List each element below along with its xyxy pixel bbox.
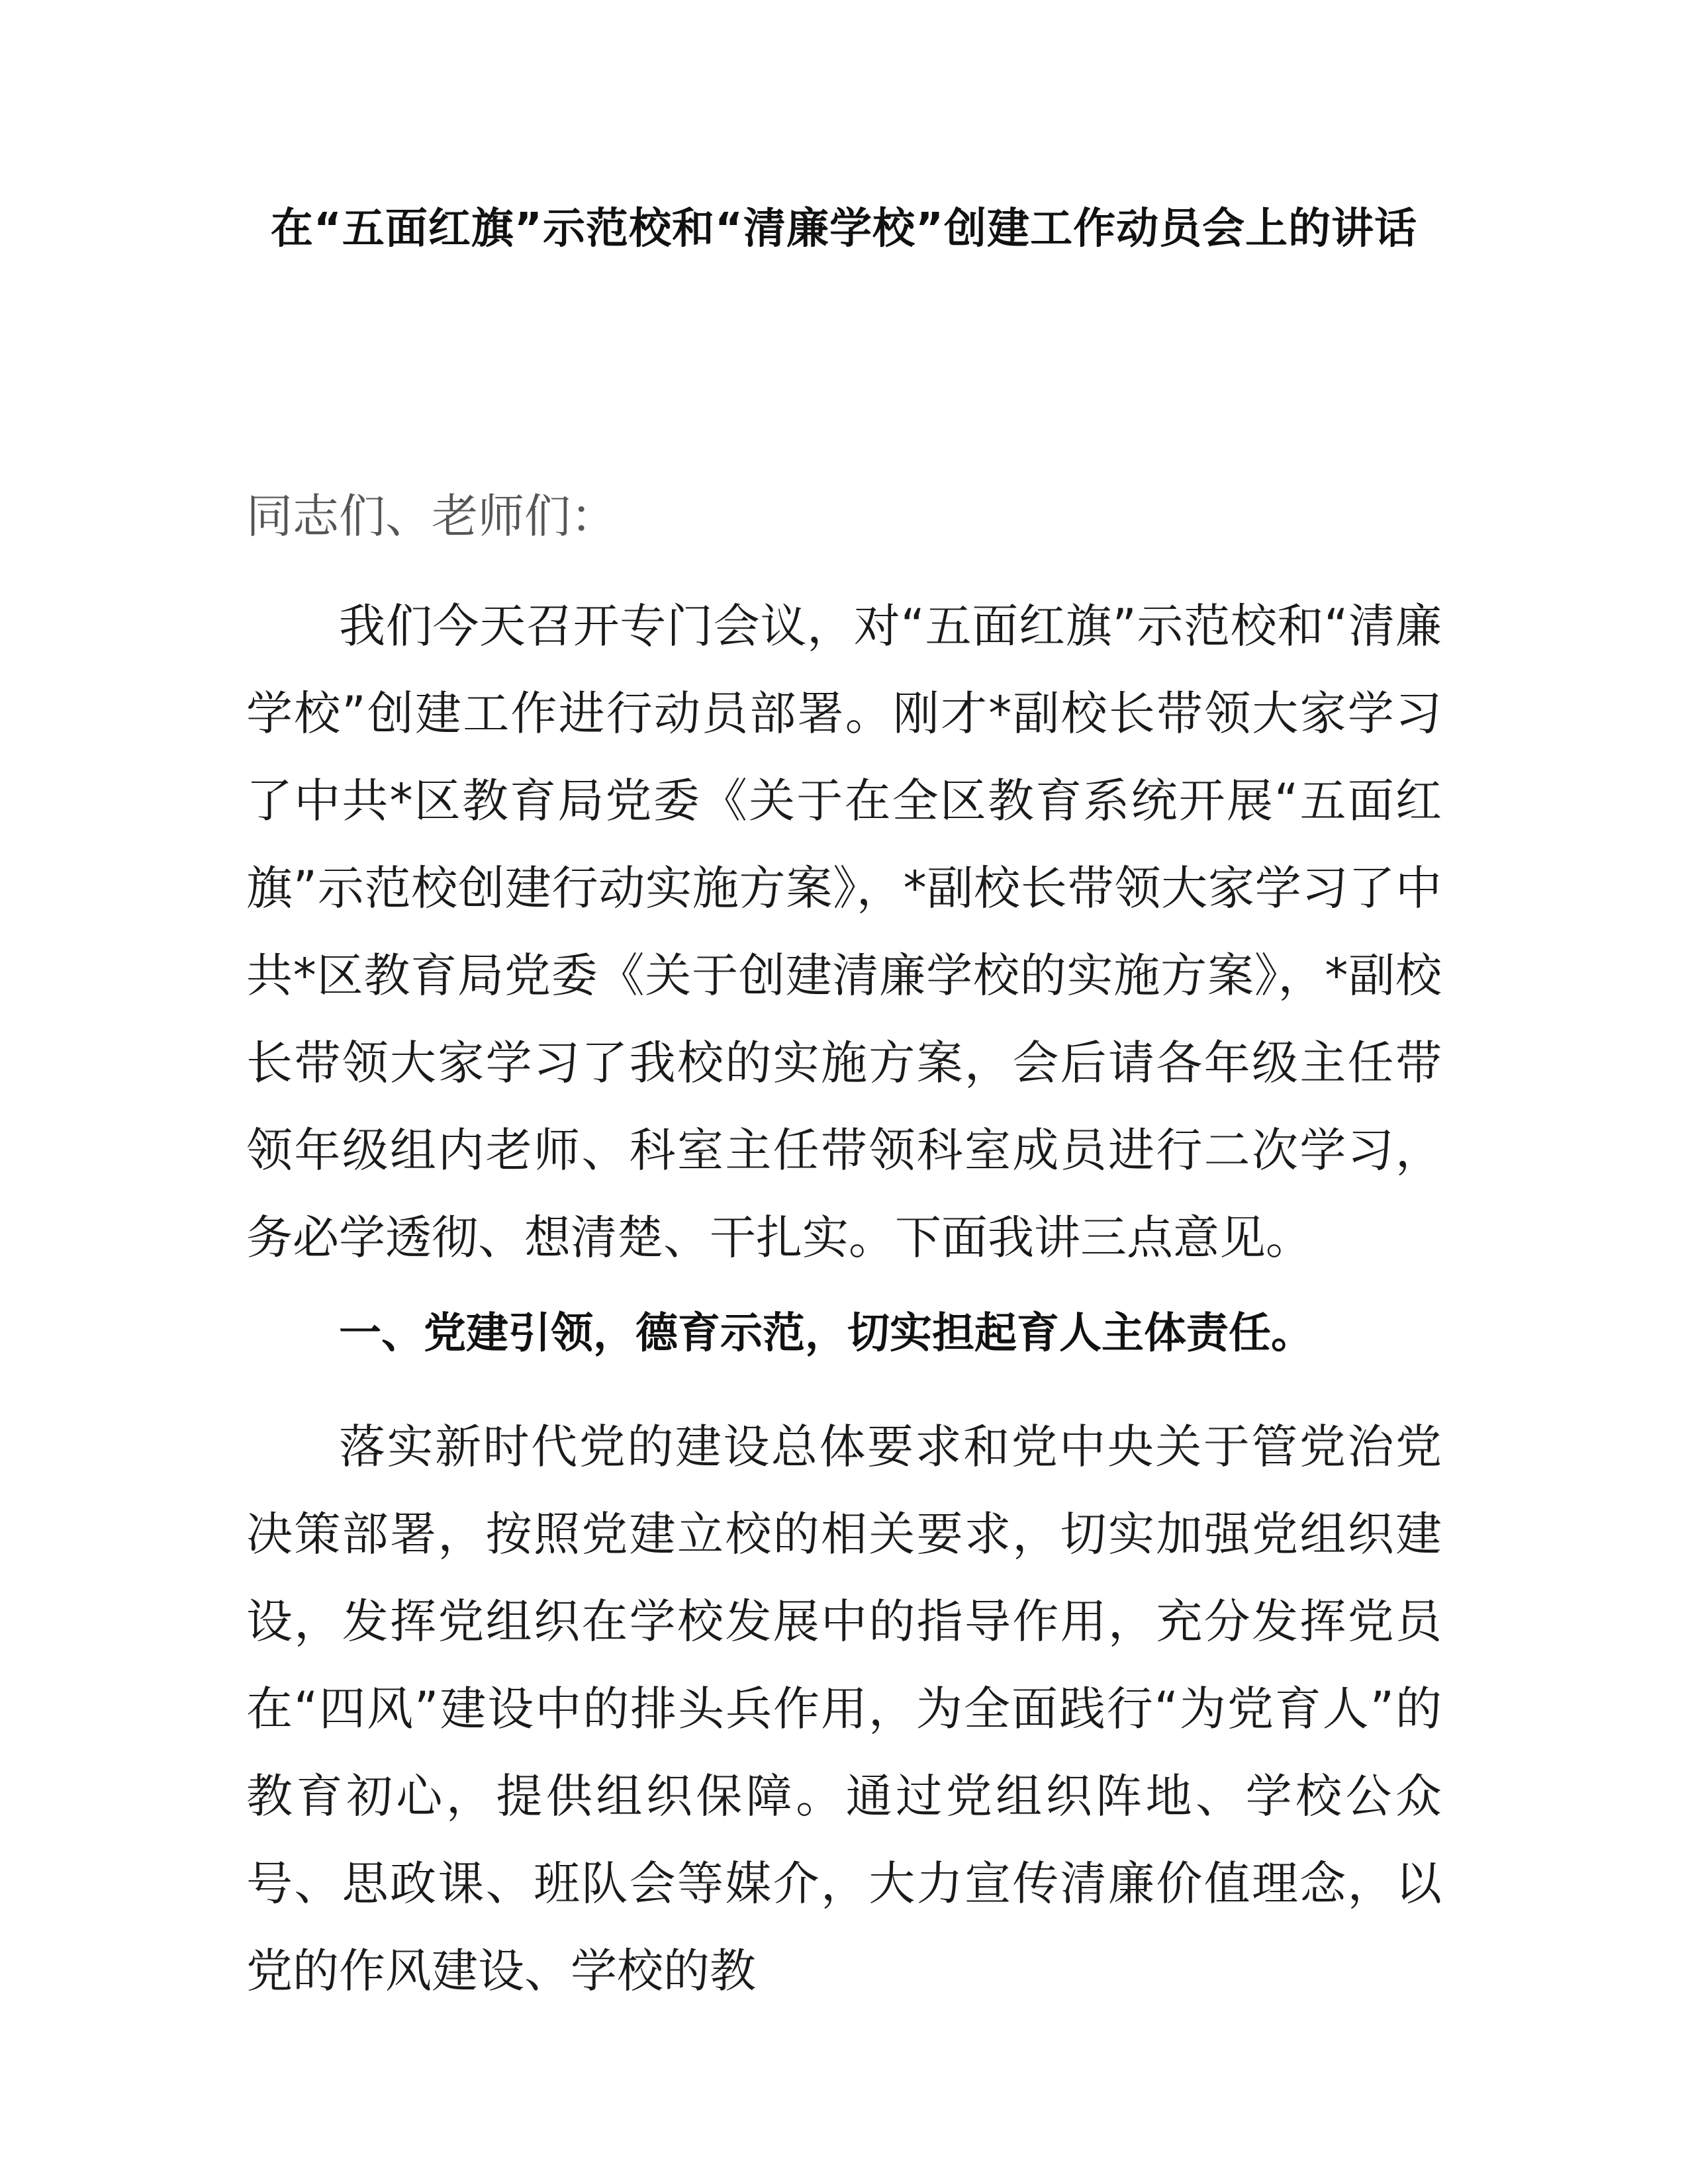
body-paragraph: 我们今天召开专门会议，对“五面红旗”示范校和“清廉学校”创建工作进行动员部署。刚才*副校长带领大家学习了中共*区教育局党委《关于在全区教育系统开展“五面红旗”示范校创建行动实施方案》，*副校长带领大家学习了中共*区教育局党委《关于创建清廉学校的实施方案》，*副校长带领大家学习了我校的实施方案，会后请各年级主任带领年级组内老师、科室主任带领科室成员进行二次学习，务必学透彻、想清楚、干扎实。下面我讲三点意见。 [246, 599, 1442, 1265]
section-paragraph: 落实新时代党的建设总体要求和党中央关于管党治党决策部署，按照党建立校的相关要求，切实加强党组织建设，发挥党组织在学校发展中的指导作用，充分发挥党员在“四风”建设中的排头兵作用，为全面践行“为党育人”的教育初心，提供组织保障。通过党组织阵地、学校公众号、思政课、班队会等媒介，大力宣传清廉价值理念，以党的作风建设、学校的教 [246, 1420, 1442, 1998]
document-title: 在“五面红旗”示范校和“清廉学校”创建工作动员会上的讲话 [270, 205, 1418, 253]
greeting: 同志们、老师们： [246, 489, 617, 543]
section-heading: 一、党建引领，德育示范，切实担起育人主体责任。 [339, 1309, 1313, 1358]
